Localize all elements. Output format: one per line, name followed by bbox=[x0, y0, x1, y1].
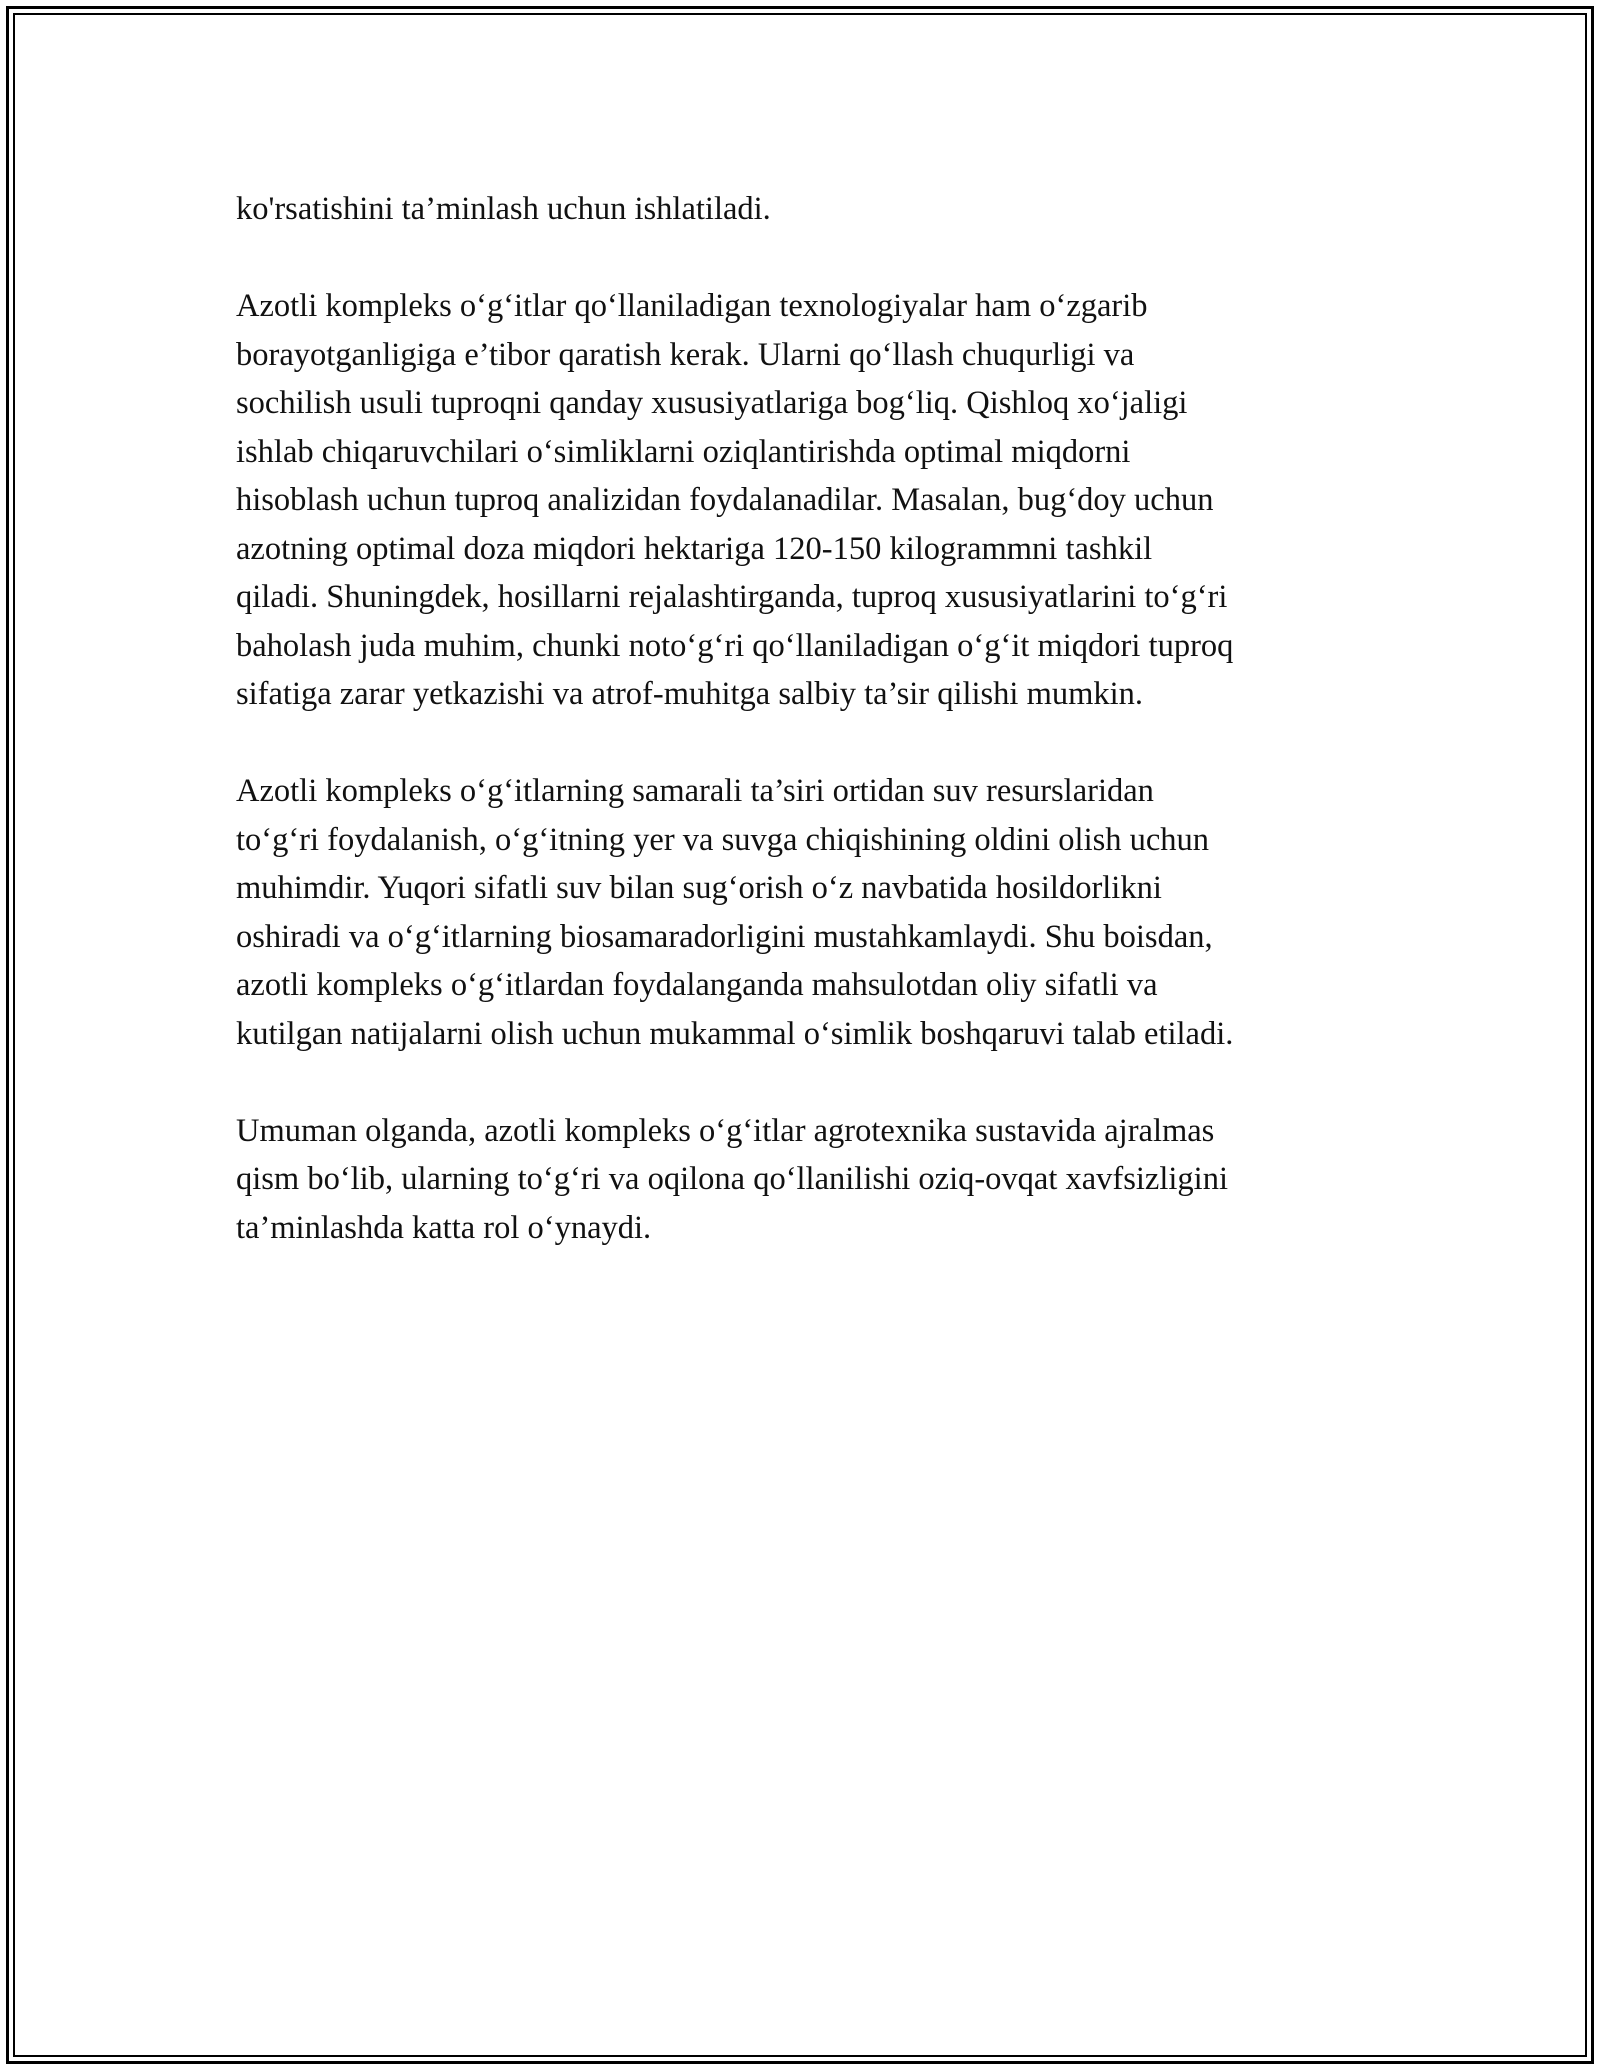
text-line: baholash juda muhim, chunki noto‘g‘ri qo‘llaniladigan o‘g‘it miqdori tuproq bbox=[236, 627, 1234, 664]
text-line: kutilgan natijalarni olish uchun mukammal o‘simlik boshqaruvi talab etiladi. bbox=[236, 1015, 1234, 1052]
text-line: Azotli kompleks o‘g‘itlarning samarali ta’siri ortidan suv resurslaridan bbox=[236, 773, 1154, 809]
text-line: ta’minlashda katta rol o‘ynaydi. bbox=[236, 1209, 652, 1246]
text-line: sifatiga zarar yetkazishi va atrof-muhitga salbiy ta’sir qilishi mumkin. bbox=[236, 676, 1144, 712]
paragraph-4 bbox=[236, 1107, 1386, 1253]
text-line: muhimdir. Yuqori sifatli suv bilan sug‘orish o‘z navbatida hosildorlikni bbox=[236, 870, 1162, 906]
text-line: Umuman olganda, azotli kompleks o‘g‘itlar agrotexnika sustavida ajralmas bbox=[236, 1112, 1215, 1149]
text-line: hisoblash uchun tuproq analizidan foydalanadilar. Masalan, bug‘doy uchun bbox=[236, 482, 1214, 518]
text-line: qiladi. Shuningdek, hosillarni rejalashtirganda, tuproq xususiyatlarini to‘g‘ri bbox=[236, 579, 1228, 615]
text-line: ishlab chiqaruvchilari o‘simliklarni oziqlantirishda optimal miqdorni bbox=[236, 433, 1131, 470]
text-line: azotning optimal doza miqdori hektariga 120-150 kilogrammni tashkil bbox=[236, 530, 1153, 567]
text-line: oshiradi va o‘g‘itlarning biosamaradorligini mustahkamlaydi. Shu boisdan, bbox=[236, 918, 1213, 955]
text-line: borayotganligiga e’tibor qaratish kerak. Ularni qo‘llash chuqurligi va bbox=[236, 336, 1135, 373]
text-line: Azotli kompleks o‘g‘itlar qo‘llaniladigan texnologiyalar ham o‘zgarib bbox=[236, 288, 1148, 324]
text-line: to‘g‘ri foydalanish, o‘g‘itning yer va suvga chiqishining oldini olish uchun bbox=[236, 821, 1210, 858]
paragraph-2 bbox=[236, 282, 1386, 719]
document-body bbox=[236, 185, 1386, 1301]
paragraph-1 bbox=[236, 185, 1386, 234]
text-line: sochilish usuli tuproqni qanday xususiyatlariga bog‘liq. Qishloq xo‘jaligi bbox=[236, 385, 1188, 421]
paragraph-3 bbox=[236, 767, 1386, 1058]
text-line: qism bo‘lib, ularning to‘g‘ri va oqilona qo‘llanilishi oziq-ovqat xavfsizligini bbox=[236, 1161, 1228, 1197]
text-line: ko'rsatishini ta’minlash uchun ishlatiladi. bbox=[236, 191, 771, 227]
text-line: azotli kompleks o‘g‘itlardan foydalanganda mahsulotdan oliy sifatli va bbox=[236, 967, 1158, 1003]
